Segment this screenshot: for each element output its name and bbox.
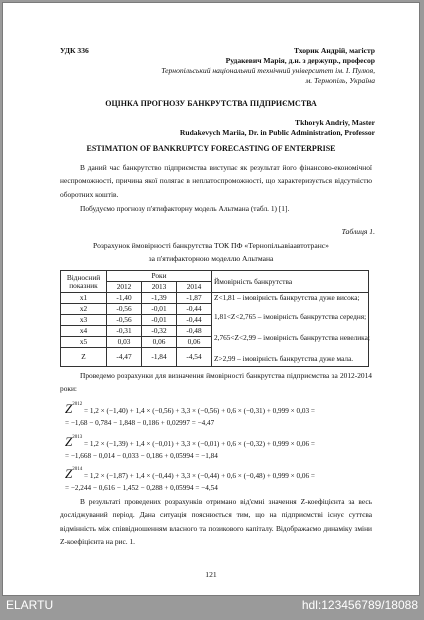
- row-label: x1: [61, 293, 107, 304]
- prob-very-high: Z<1,81 – імовірність банкрутства дуже висока;: [214, 293, 360, 302]
- cell: -1,40: [107, 293, 142, 304]
- header-years: Роки: [107, 271, 212, 282]
- cell: -4,54: [177, 348, 212, 367]
- title-ua: ОЦІНКА ПРОГНОЗУ БАНКРУТСТВА ПІДПРИЄМСТВА: [105, 99, 317, 108]
- cell: -1,87: [177, 293, 212, 304]
- row-label: x2: [61, 304, 107, 315]
- prob-low: 2,765<Z<2,99 – імовірність банкрутства невелика;: [214, 333, 370, 342]
- equation-2012-result: = −1,68 − 0,784 − 1,848 − 0,186 + 0,02997 = −4,47: [65, 419, 215, 427]
- cell: -0,48: [177, 326, 212, 337]
- cell: -0,44: [177, 304, 212, 315]
- row-label: x3: [61, 315, 107, 326]
- header-probability: Ймовірність банкрутства: [212, 271, 369, 293]
- title-en: ESTIMATION OF BANKRUPTCY FORECASTING OF ENTERPRISE: [86, 144, 336, 153]
- table-header-row: [61, 271, 369, 282]
- header-indicator: Відносний показник: [61, 271, 107, 293]
- equation-line-1: = 1,2 × (−1,40) + 1,4 × (−0,56) + 3,3 × (−0,56) + 0,6 × (−0,31) + 0,999 × 0,03 =: [82, 407, 315, 415]
- cell: -0,01: [142, 315, 177, 326]
- cell: -1,39: [142, 293, 177, 304]
- prob-very-low: Z>2,99 – імовірність банкрутства дуже мала.: [214, 354, 354, 363]
- equation-2013-result: = −1,668 − 0,014 − 0,033 − 0,186 + 0,05994 = −1,84: [65, 452, 218, 460]
- affiliation-line-1: Тернопільський національний технічний університет ім. І. Пулюя,: [161, 66, 375, 75]
- z-year: 2014: [72, 467, 83, 472]
- row-label: x4: [61, 326, 107, 337]
- table-caption-line-1: Розрахунок ймовірності банкрутства ТОК ПФ «Тернопільавіаавтотранс»: [93, 241, 329, 250]
- footer-handle: hdl:123456789/18088: [301, 598, 418, 612]
- table-row: [61, 293, 369, 304]
- z-symbol: Z: [65, 401, 73, 416]
- author-ua-2: Рудакевич Марія, д.н. з держупр., професор: [225, 56, 375, 65]
- z-year: 2013: [72, 435, 83, 440]
- udk-code: УДК 336: [60, 46, 89, 55]
- equation-2014: [65, 466, 315, 482]
- cell: 0,03: [107, 337, 142, 348]
- cell: -0,56: [107, 315, 142, 326]
- page-number: 121: [205, 570, 217, 579]
- table-caption-line-2: за п'ятифакторною моделлю Альтмана: [148, 254, 274, 263]
- author-en-2: Rudakevych Mariia, Dr. in Public Administration, Professor: [179, 128, 375, 137]
- cell: -0,31: [107, 326, 142, 337]
- z-year: 2012: [72, 402, 83, 407]
- affiliation-line-2: м. Тернопіль, Україна: [305, 76, 375, 85]
- author-en-1: Tkhoryk Andriy, Master: [295, 118, 375, 127]
- year-2014: 2014: [177, 282, 212, 293]
- cell: -0,44: [177, 315, 212, 326]
- cell: -0,01: [142, 304, 177, 315]
- author-ua-1: Тхорик Андрій, магістр: [294, 46, 375, 55]
- cell: -4,47: [107, 348, 142, 367]
- row-label: x5: [61, 337, 107, 348]
- equation-2014-result: = −2,244 − 0,616 − 1,452 − 0,288 + 0,05994 = −4,54: [65, 484, 218, 492]
- cell: -1,84: [142, 348, 177, 367]
- z-symbol: Z: [65, 466, 73, 481]
- altman-table: [60, 270, 369, 367]
- footer-repository-name: ELARTU: [6, 598, 54, 612]
- paragraph-4: В результаті проведених розрахунків отримано від'ємні значення Z-коефіцієнта за весь досліджуваний період. Дана ситуація пояснюється тим, що на підприємстві існує суттєва відмінність між співвідношенням власного та позикового капіталу. Відображаємо динаміку зміни Z-коефіцієнта на рис. 1.: [60, 497, 372, 547]
- z-symbol: Z: [65, 434, 73, 449]
- year-2012: 2012: [107, 282, 142, 293]
- paragraph-1: В даний час банкрутство підприємства виступає як результат його фінансово-економічної неспроможності, причина якої полягає в неплатоспроможності, що характеризується відсутністю оборотних коштів.: [60, 163, 372, 199]
- probability-cell: [212, 293, 369, 367]
- row-label: Z: [61, 348, 107, 367]
- equation-2013: [65, 434, 315, 450]
- cell: -0,56: [107, 304, 142, 315]
- paragraph-2: Побудуємо прогнозу п'ятифакторну модель Альтмана (табл. 1) [1].: [80, 204, 290, 213]
- cell: 0,06: [142, 337, 177, 348]
- equation-line-1: = 1,2 × (−1,87) + 1,4 × (−0,44) + 3,3 × (−0,44) + 0,6 × (−0,48) + 0,999 × 0,06 =: [82, 472, 315, 480]
- equation-2012: [65, 401, 315, 417]
- document-page: [2, 2, 420, 596]
- prob-medium: 1,81<Z<2,765 – імовірність банкрутства середня;: [214, 312, 367, 321]
- table-label: Таблиця 1.: [341, 227, 375, 236]
- paragraph-3: Проведемо розрахунки для визначення ймовірності банкрутства підприємства за 2012-2014 роки:: [60, 371, 372, 394]
- year-2013: 2013: [142, 282, 177, 293]
- cell: -0,32: [142, 326, 177, 337]
- cell: 0,06: [177, 337, 212, 348]
- equation-line-1: = 1,2 × (−1,39) + 1,4 × (−0,01) + 3,3 × (−0,01) + 0,6 × (−0,32) + 0,999 × 0,06 =: [82, 440, 315, 448]
